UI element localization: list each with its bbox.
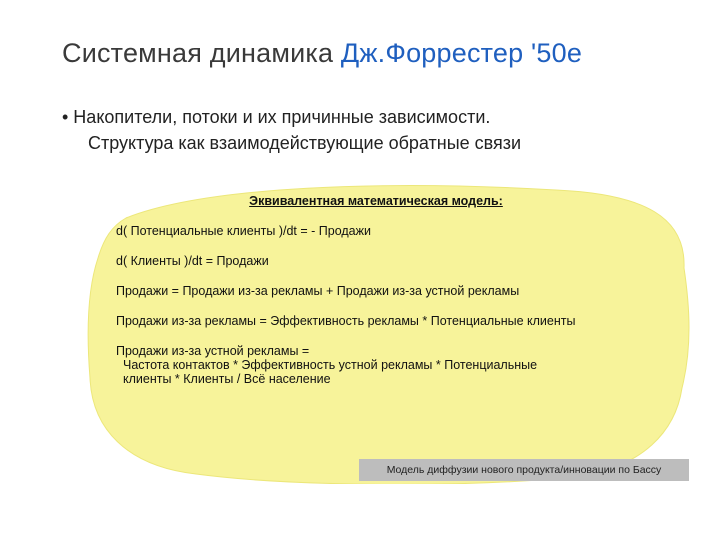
equation-word-of-mouth-sales (116, 344, 676, 386)
bullet-line-2: Структура как взаимодействующие обратные связи (88, 133, 522, 153)
equation-sales: Продажи = Продажи из-за рекламы + Продажи из-за устной рекламы (116, 284, 520, 298)
eq5-line-2: Частота контактов * Эффективность устной рекламы * Потенциальные (123, 358, 538, 372)
math-model (116, 194, 676, 402)
eq5-line-1: Продажи из-за устной рекламы = (116, 344, 310, 358)
eq5-line-3: клиенты * Клиенты / Всё население (123, 372, 331, 386)
equation-ad-sales: Продажи из-за рекламы = Эффективность рекламы * Потенциальные клиенты (116, 314, 576, 328)
title-main: Системная динамика (62, 38, 334, 68)
equation-clients: d( Клиенты )/dt = Продажи (116, 254, 269, 268)
equation-potential-clients: d( Потенциальные клиенты )/dt = - Продажи (116, 224, 371, 238)
bullet-line-1: • Накопители, потоки и их причинные зависимости. (62, 107, 491, 127)
title-accent: Дж.Форрестер '50е (340, 38, 583, 68)
slide-title (62, 38, 582, 69)
bullet-point (62, 104, 521, 156)
model-heading: Эквивалентная математическая модель: (249, 194, 503, 208)
model-caption: Модель диффузии нового продукта/инновации по Бассу (359, 459, 689, 481)
